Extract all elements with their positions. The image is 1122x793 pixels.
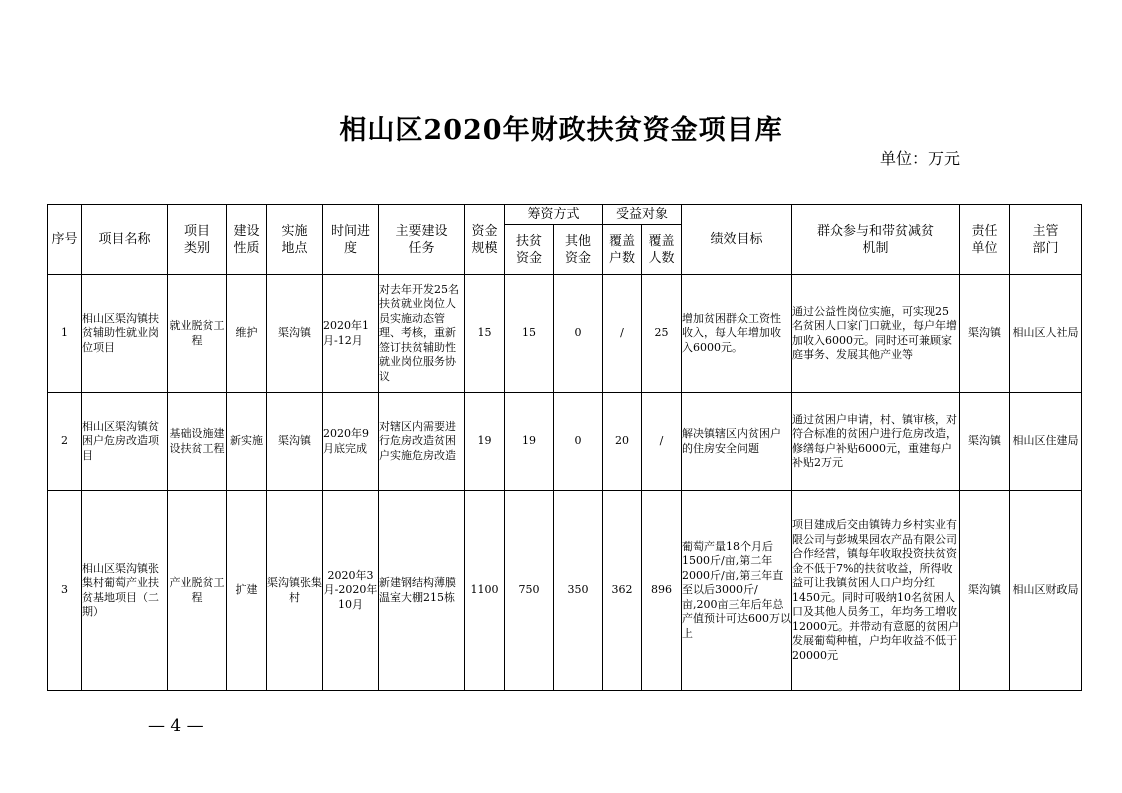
cell-funding-poverty: 15: [505, 275, 554, 393]
table-row: [48, 491, 1082, 691]
header-responsible: 责任 单位: [960, 205, 1010, 275]
cell-tasks: 对去年开发25名扶贫就业岗位人员实施动态管理、考核，重新签订扶贫辅助性就业岗位服务协议: [379, 275, 465, 393]
table-row: [48, 275, 1082, 393]
header-schedule: 时间进 度: [323, 205, 379, 275]
cell-seq: 1: [48, 275, 82, 393]
cell-households: /: [603, 275, 642, 393]
cell-goal: 增加贫困群众工资性收入，每人年增加收入6000元。: [682, 275, 792, 393]
header-name: 项目名称: [82, 205, 168, 275]
cell-mechanism: 通过贫困户申请，村、镇审核，对符合标准的贫困户进行危房改造，修缮每户补贴6000元，重建每户补贴2万元: [792, 393, 960, 491]
cell-goal: 解决镇辖区内贫困户的住房安全问题: [682, 393, 792, 491]
cell-people: 896: [642, 491, 682, 691]
cell-name: 相山区渠沟镇贫困户危房改造项目: [82, 393, 168, 491]
cell-nature: 扩建: [227, 491, 267, 691]
cell-scale: 15: [465, 275, 505, 393]
header-location: 实施 地点: [267, 205, 323, 275]
cell-nature: 新实施: [227, 393, 267, 491]
table-row: [48, 393, 1082, 491]
cell-name: 相山区渠沟镇扶贫辅助性就业岗位项目: [82, 275, 168, 393]
cell-responsible: 渠沟镇: [960, 491, 1010, 691]
cell-schedule: 2020年1月-12月: [323, 275, 379, 393]
project-table: [47, 204, 1082, 691]
header-mechanism: 群众参与和带贫减贫 机制: [792, 205, 960, 275]
cell-tasks: 对辖区内需要进行危房改造贫困户实施危房改造: [379, 393, 465, 491]
cell-category: 就业脱贫工程: [168, 275, 227, 393]
header-scale: 资金 规模: [465, 205, 505, 275]
cell-seq: 2: [48, 393, 82, 491]
header-funding-other: 其他 资金: [554, 225, 603, 275]
cell-responsible: 渠沟镇: [960, 393, 1010, 491]
cell-people: 25: [642, 275, 682, 393]
header-row-1: [48, 205, 1082, 225]
cell-goal: 葡萄产量18个月后1500斤/亩,第二年2000斤/亩,第三年直至以后3000斤/亩,200亩三年后年总产值预计可达600万以上: [682, 491, 792, 691]
cell-nature: 维护: [227, 275, 267, 393]
header-goal: 绩效目标: [682, 205, 792, 275]
page-title: 相山区2020年财政扶贫资金项目库: [339, 115, 783, 146]
cell-authority: 相山区人社局: [1010, 275, 1082, 393]
cell-schedule: 2020年9月底完成: [323, 393, 379, 491]
cell-households: 362: [603, 491, 642, 691]
cell-schedule: 2020年3月-2020年10月: [323, 491, 379, 691]
cell-tasks: 新建钢结构薄膜温室大棚215栋: [379, 491, 465, 691]
cell-name: 相山区渠沟镇张集村葡萄产业扶贫基地项目（二期）: [82, 491, 168, 691]
header-funding-poverty: 扶贫 资金: [505, 225, 554, 275]
cell-scale: 19: [465, 393, 505, 491]
cell-seq: 3: [48, 491, 82, 691]
cell-responsible: 渠沟镇: [960, 275, 1010, 393]
cell-location: 渠沟镇: [267, 393, 323, 491]
header-nature: 建设 性质: [227, 205, 267, 275]
cell-funding-poverty: 19: [505, 393, 554, 491]
cell-category: 基础设施建设扶贫工程: [168, 393, 227, 491]
cell-authority: 相山区财政局: [1010, 491, 1082, 691]
cell-funding-other: 350: [554, 491, 603, 691]
cell-households: 20: [603, 393, 642, 491]
header-tasks: 主要建设 任务: [379, 205, 465, 275]
cell-mechanism: 项目建成后交由镇铸力乡村实业有限公司与彭城果园农产品有限公司合作经营，镇每年收取投资扶贫资金不低于7%的扶贫收益，所得收益可让我镇贫困人口户均分红1450元。同时可吸纳10名贫困人口及其他人员务工，年均务工增收12000元。并带动有意愿的贫困户发展葡萄种植，户均年收益不低于20000元: [792, 491, 960, 691]
cell-mechanism: 通过公益性岗位实施，可实现25名贫困人口家门口就业，每户年增加收入6000元。同时还可兼顾家庭事务、发展其他产业等: [792, 275, 960, 393]
header-benefit-households: 覆盖 户数: [603, 225, 642, 275]
header-category: 项目 类别: [168, 205, 227, 275]
cell-funding-other: 0: [554, 393, 603, 491]
header-benefit-group: 受益对象: [603, 205, 682, 225]
cell-location: 渠沟镇: [267, 275, 323, 393]
header-funding-group: 筹资方式: [505, 205, 603, 225]
cell-funding-poverty: 750: [505, 491, 554, 691]
header-authority: 主管 部门: [1010, 205, 1082, 275]
cell-funding-other: 0: [554, 275, 603, 393]
cell-scale: 1100: [465, 491, 505, 691]
header-seq: 序号: [48, 205, 82, 275]
cell-authority: 相山区住建局: [1010, 393, 1082, 491]
header-benefit-people: 覆盖 人数: [642, 225, 682, 275]
cell-people: /: [642, 393, 682, 491]
cell-location: 渠沟镇张集村: [267, 491, 323, 691]
page-number: — 4 —: [148, 716, 204, 736]
cell-category: 产业脱贫工程: [168, 491, 227, 691]
unit-label: 单位：万元: [880, 149, 961, 168]
